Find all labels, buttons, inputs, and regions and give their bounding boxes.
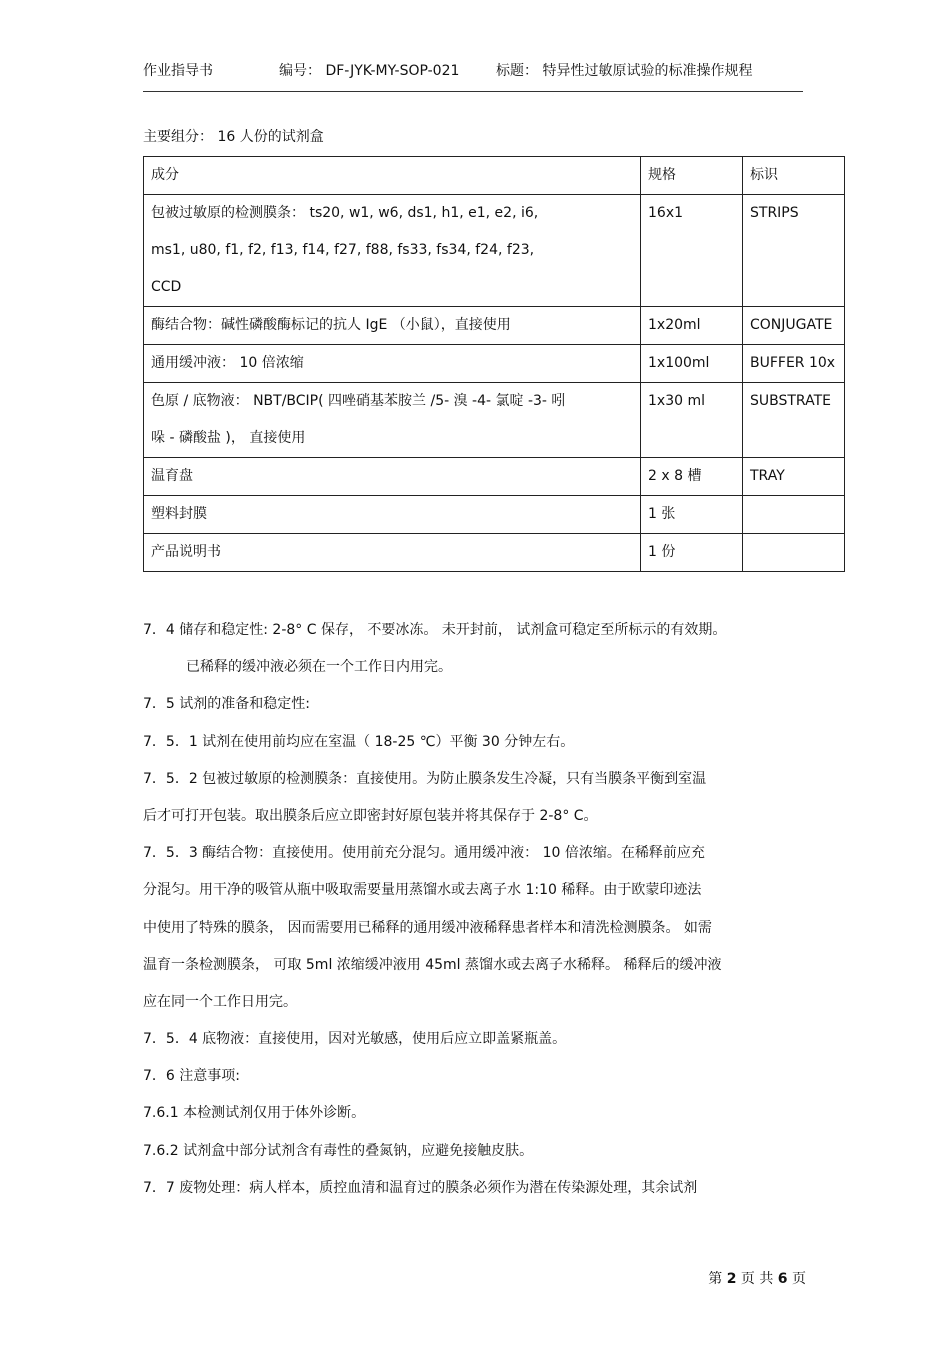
table-row [144,195,845,307]
header-spec: 规格 [641,157,743,195]
page-header [143,60,803,80]
component-cell: 包被过敏原的检测膜条： ts20, w1, w6, ds1, h1, e1, e2, i6, ms1, u80, f1, f2, f13, f14, f27, f88, fs33, fs34, f24, f23, CCD [144,195,641,307]
paragraph-line: 7．7 废物处理：病人样本，质控血清和温育过的膜条必须作为潜在传染源处理，其余试剂 [143,1179,698,1196]
table-row [144,307,845,345]
paragraph-line: 7．5．2 包被过敏原的检测膜条：直接使用。为防止膜条发生冷凝，只有当膜条平衡到室温 [143,770,707,787]
header-label: 标识 [743,157,845,195]
header-component: 成分 [144,157,641,195]
table-header-row [144,157,845,195]
spec-cell: 2 x 8 槽 [641,458,743,496]
spec-cell: 1x20ml [641,307,743,345]
spec-cell: 1x30 ml [641,383,743,458]
component-cell: 温育盘 [144,458,641,496]
component-cell: 塑料封膜 [144,496,641,534]
component-cell: 色原 / 底物液： NBT/BCIP( 四唑硝基苯胺兰 /5- 溴 -4- 氯啶 -3- 吲 哚 - 磷酸盐 )， 直接使用 [144,383,641,458]
paragraph-line: 分混匀。用干净的吸管从瓶中吸取需要量用蒸馏水或去离子水 1:10 稀释。由于欧蒙印迹法 [143,882,702,899]
paragraph-line: 7.6.2 试剂盒中部分试剂含有毒性的叠氮钠，应避免接触皮肤。 [143,1142,534,1159]
label-cell: STRIPS [743,195,845,307]
component-cell: 通用缓冲液： 10 倍浓缩 [144,345,641,383]
component-cell: 产品说明书 [144,534,641,572]
paragraph-line: 温育一条检测膜条， 可取 5ml 浓缩缓冲液用 45ml 蒸馏水或去离子水稀释。 稀释后的缓冲液 [143,956,722,973]
paragraph-line: 7．5．4 底物液：直接使用，因对光敏感，使用后应立即盖紧瓶盖。 [143,1031,567,1048]
total-page-number: 6 [777,1271,788,1287]
label-cell: CONJUGATE [743,307,845,345]
procedure-text [143,612,813,1207]
spec-cell: 1x100ml [641,345,743,383]
label-cell: TRAY [743,458,845,496]
doc-title: 标题： 特异性过敏原试验的标准操作规程 [496,63,753,79]
paragraph-line: 中使用了特殊的膜条， 因而需要用已稀释的通用缓冲液稀释患者样本和清洗检测膜条。 如需 [143,919,712,936]
label-cell [743,534,845,572]
table-row [144,534,845,572]
component-cell: 酶结合物：碱性磷酸酶标记的抗人 IgE （小鼠），直接使用 [144,307,641,345]
spec-cell: 16x1 [641,195,743,307]
footer-middle: 页 共 [740,1271,774,1287]
table-row [144,383,845,458]
footer-prefix: 第 [708,1271,723,1287]
components-intro: 主要组分： 16 人份的试剂盒 [143,129,324,145]
spec-cell: 1 份 [641,534,743,572]
label-cell [743,496,845,534]
label-cell: SUBSTRATE [743,383,845,458]
table-row [144,345,845,383]
components-table [143,156,845,572]
table-row [144,458,845,496]
header-divider [143,91,803,92]
spec-cell: 1 张 [641,496,743,534]
page-footer [708,1268,806,1288]
current-page-number: 2 [726,1271,737,1287]
paragraph-line: 后才可打开包装。取出膜条后应立即密封好原包装并将其保存于 2-8° C。 [143,807,598,824]
footer-suffix: 页 [792,1271,806,1287]
paragraph-line: 应在同一个工作日用完。 [143,993,297,1010]
table-row [144,496,845,534]
paragraph-line: 7．4 储存和稳定性: 2-8° C 保存， 不要冰冻。 未开封前， 试剂盒可稳定至所标示的有效期。 [143,622,727,638]
doc-number: 编号： DF-JYK-MY-SOP-021 [279,63,460,79]
paragraph-line: 已稀释的缓冲液必须在一个工作日内用完。 [186,659,452,676]
paragraph-line: 7．5．1 试剂在使用前均应在室温（ 18-25 ℃）平衡 30 分钟左右。 [143,733,575,750]
doc-type: 作业指导书 [143,63,213,79]
paragraph-line: 7.6.1 本检测试剂仅用于体外诊断。 [143,1105,366,1122]
section-heading: 7．5 试剂的准备和稳定性: [143,696,310,713]
section-heading: 7．6 注意事项: [143,1068,240,1085]
paragraph-line: 7．5．3 酶结合物：直接使用。使用前充分混匀。通用缓冲液： 10 倍浓缩。在稀释前应充 [143,845,705,862]
label-cell: BUFFER 10x [743,345,845,383]
